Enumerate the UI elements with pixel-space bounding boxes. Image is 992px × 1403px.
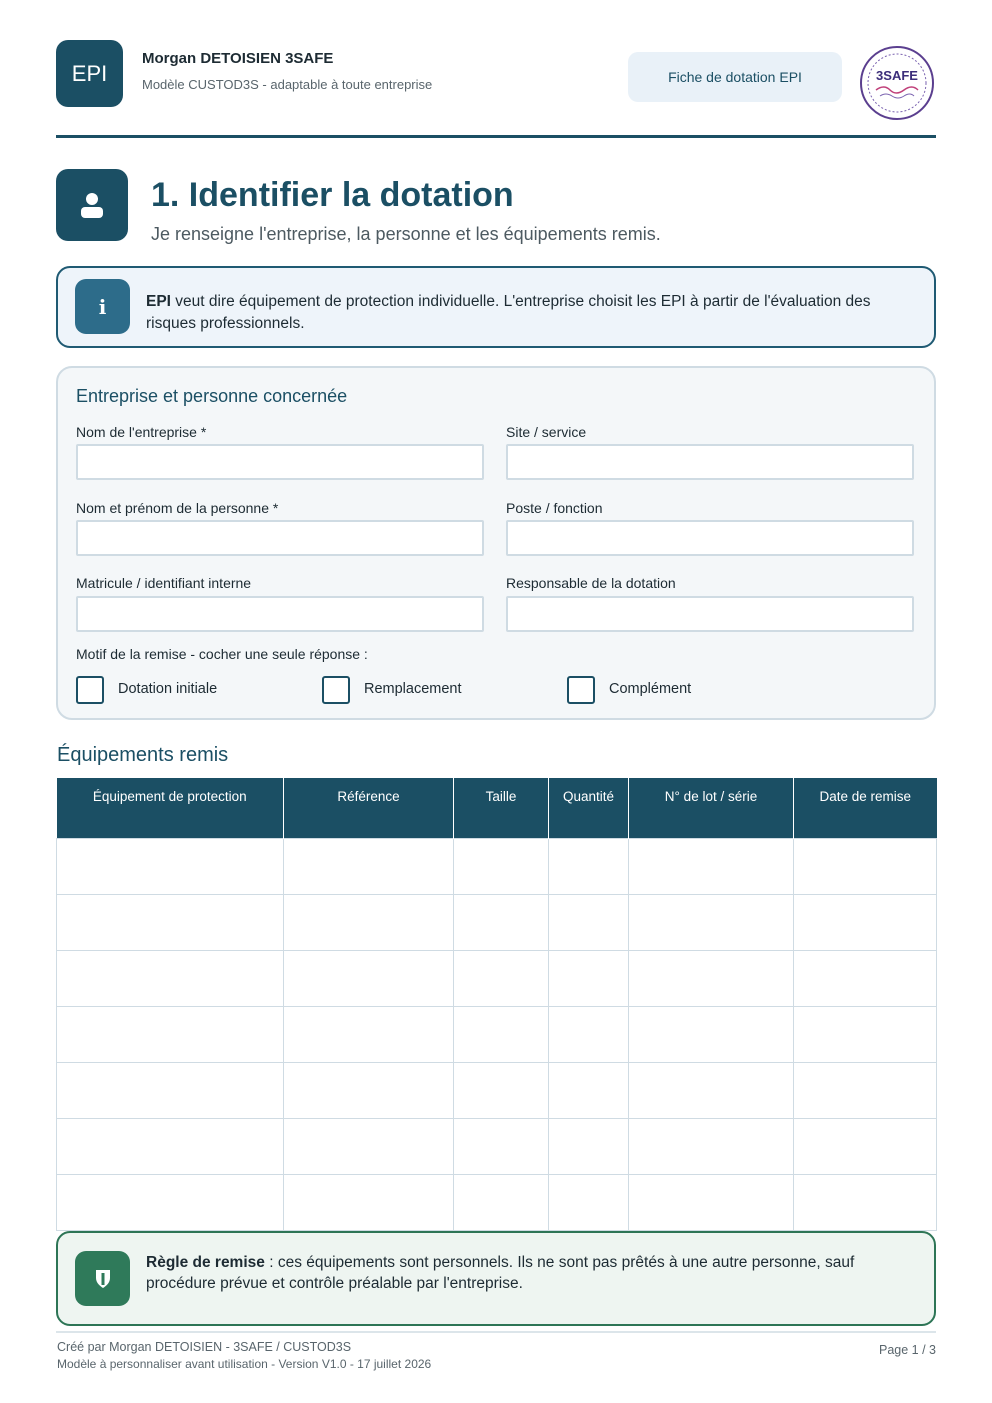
personne-label: Nom et prénom de la personne * <box>76 500 279 516</box>
document-type-pill: Fiche de dotation EPI <box>628 52 842 102</box>
table-row <box>57 1118 937 1174</box>
table-cell[interactable] <box>629 950 794 1006</box>
entreprise-label: Nom de l'entreprise * <box>76 424 207 440</box>
table-cell[interactable] <box>284 1006 454 1062</box>
equipment-table-title: Équipements remis <box>57 744 229 766</box>
personne-input[interactable] <box>76 520 484 556</box>
table-row <box>57 1174 937 1230</box>
company-stamp-logo <box>858 44 936 122</box>
table-cell[interactable] <box>629 1006 794 1062</box>
table-cell[interactable] <box>549 1118 629 1174</box>
section-subtitle: Je renseigne l'entreprise, la personne et les équipements remis. <box>151 224 661 244</box>
table-cell[interactable] <box>57 894 284 950</box>
table-cell[interactable] <box>284 894 454 950</box>
motif-complement-checkbox[interactable] <box>567 676 595 704</box>
motif-label: Motif de la remise - cocher une seule réponse : <box>76 646 368 662</box>
table-cell[interactable] <box>794 1062 937 1118</box>
table-cell[interactable] <box>454 1118 549 1174</box>
table-cell[interactable] <box>284 1062 454 1118</box>
table-cell[interactable] <box>284 1118 454 1174</box>
table-cell[interactable] <box>57 1174 284 1230</box>
template-subtitle: Modèle CUSTOD3S - adaptable à toute entreprise <box>142 77 433 92</box>
poste-input[interactable] <box>506 520 914 556</box>
column-header: N° de lot / série <box>629 778 794 838</box>
table-cell[interactable] <box>57 1118 284 1174</box>
site-input[interactable] <box>506 444 914 480</box>
header-divider <box>56 135 936 138</box>
responsable-label: Responsable de la dotation <box>506 575 676 591</box>
epi-badge: EPI <box>56 40 123 107</box>
table-cell[interactable] <box>454 1174 549 1230</box>
column-header: Taille <box>454 778 549 838</box>
table-row <box>57 894 937 950</box>
table-cell[interactable] <box>629 1062 794 1118</box>
table-cell[interactable] <box>794 950 937 1006</box>
footer-divider <box>56 1331 936 1333</box>
table-cell[interactable] <box>794 1118 937 1174</box>
motif-option-label: Complément <box>609 681 692 697</box>
info-bold-term: EPI <box>146 293 171 310</box>
table-cell[interactable] <box>284 838 454 894</box>
table-cell[interactable] <box>57 950 284 1006</box>
table-cell[interactable] <box>794 838 937 894</box>
table-cell[interactable] <box>549 1062 629 1118</box>
footer-version: Modèle à personnaliser avant utilisation - Version V1.0 - 17 juillet 2026 <box>57 1357 432 1371</box>
table-row <box>57 950 937 1006</box>
table-cell[interactable] <box>629 1118 794 1174</box>
stamp-text: 3SAFE <box>876 68 918 83</box>
motif-option-label: Remplacement <box>364 681 462 697</box>
info-text <box>146 291 906 335</box>
info-icon: i <box>75 279 130 334</box>
table-cell[interactable] <box>57 1062 284 1118</box>
table-cell[interactable] <box>794 1006 937 1062</box>
table-cell[interactable] <box>629 1174 794 1230</box>
table-cell[interactable] <box>549 1006 629 1062</box>
section-title: 1. Identifier la dotation <box>151 176 514 214</box>
user-icon <box>56 169 128 241</box>
equipment-table <box>56 778 937 1231</box>
table-cell[interactable] <box>57 1006 284 1062</box>
column-header: Quantité <box>549 778 629 838</box>
rule-body: : ces équipements sont personnels. Ils ne sont pas prêtés à une autre personne, sauf procédure prévue et contrôle préalable par l'entreprise. <box>146 1254 855 1292</box>
table-row <box>57 1062 937 1118</box>
table-cell[interactable] <box>549 1174 629 1230</box>
column-header: Référence <box>284 778 454 838</box>
rule-text <box>146 1252 916 1294</box>
footer-credit: Créé par Morgan DETOISIEN - 3SAFE / CUSTOD3S <box>57 1340 352 1354</box>
column-header: Date de remise <box>794 778 937 838</box>
author-name: Morgan DETOISIEN 3SAFE <box>142 50 334 67</box>
table-cell[interactable] <box>57 838 284 894</box>
table-cell[interactable] <box>794 1174 937 1230</box>
matricule-label: Matricule / identifiant interne <box>76 575 252 591</box>
form-card-title: Entreprise et personne concernée <box>76 386 348 406</box>
table-cell[interactable] <box>794 894 937 950</box>
table-cell[interactable] <box>549 838 629 894</box>
info-body: veut dire équipement de protection individuelle. L'entreprise choisit les EPI à partir de l'évaluation des risques professionnels. <box>146 293 871 332</box>
shield-icon <box>75 1251 130 1306</box>
table-row <box>57 838 937 894</box>
table-cell[interactable] <box>549 894 629 950</box>
matricule-input[interactable] <box>76 596 484 632</box>
motif-dotation-initiale-checkbox[interactable] <box>76 676 104 704</box>
table-row <box>57 1006 937 1062</box>
table-cell[interactable] <box>629 838 794 894</box>
page-number: Page 1 / 3 <box>879 1343 936 1357</box>
table-cell[interactable] <box>454 838 549 894</box>
table-cell[interactable] <box>284 1174 454 1230</box>
table-cell[interactable] <box>549 950 629 1006</box>
table-cell[interactable] <box>454 950 549 1006</box>
table-header-row <box>57 778 937 838</box>
motif-remplacement-checkbox[interactable] <box>322 676 350 704</box>
responsable-input[interactable] <box>506 596 914 632</box>
rule-bold-term: Règle de remise <box>146 1254 265 1271</box>
site-label: Site / service <box>506 424 587 440</box>
table-cell[interactable] <box>629 894 794 950</box>
poste-label: Poste / fonction <box>506 500 603 516</box>
table-cell[interactable] <box>454 1062 549 1118</box>
table-cell[interactable] <box>454 894 549 950</box>
motif-option-label: Dotation initiale <box>118 681 218 697</box>
column-header: Équipement de protection <box>57 778 284 838</box>
table-cell[interactable] <box>454 1006 549 1062</box>
table-cell[interactable] <box>284 950 454 1006</box>
entreprise-input[interactable] <box>76 444 484 480</box>
